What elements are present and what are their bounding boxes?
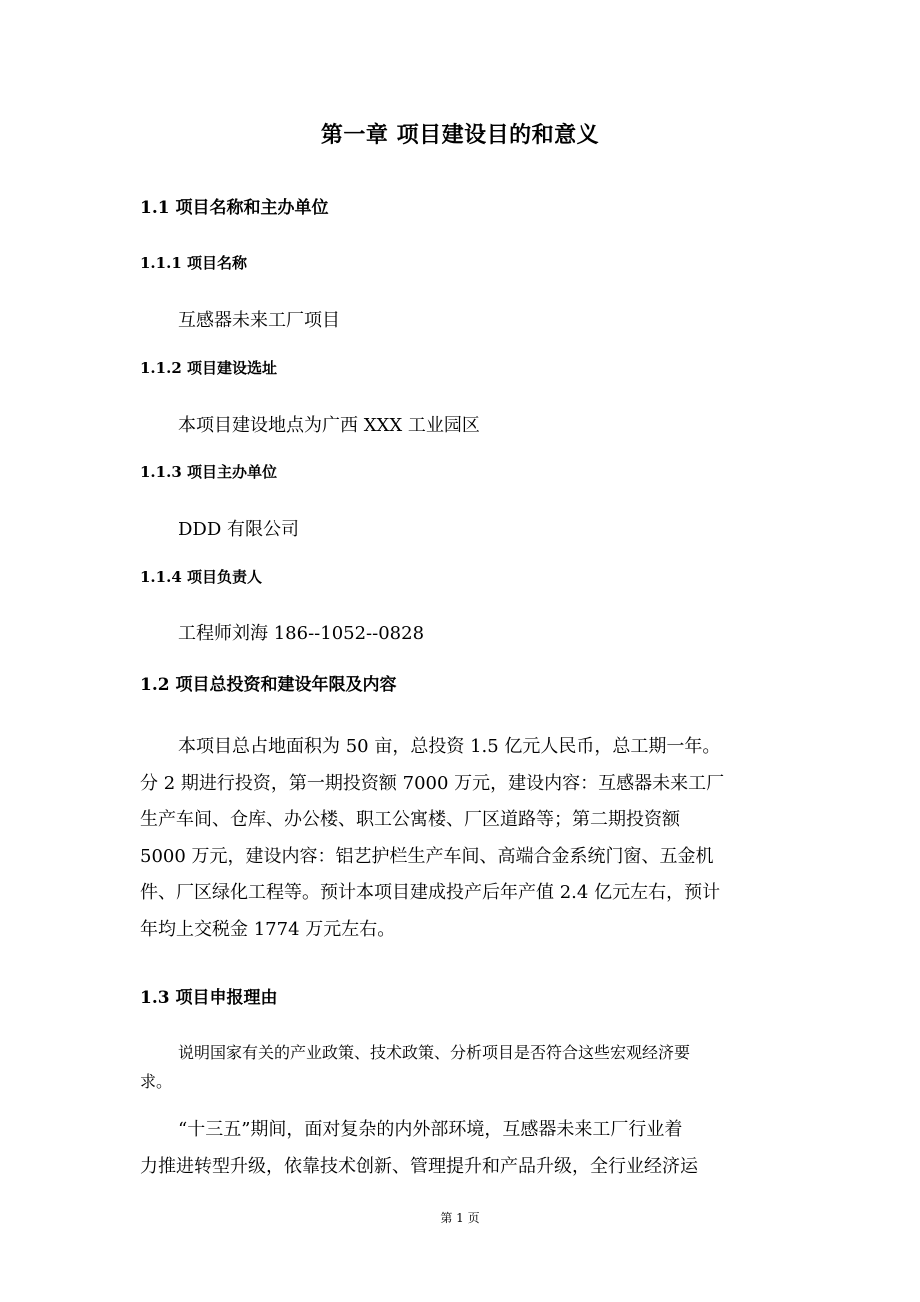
- project-name-text: 互感器未来工厂项目: [178, 310, 340, 331]
- policy-paragraph: [140, 1112, 780, 1185]
- project-location-text: 本项目建设地点为广西 XXX 工业园区: [178, 415, 480, 436]
- paragraph-line: 年均上交税金 1774 万元左右。: [140, 918, 396, 940]
- paragraph-line: 说明国家有关的产业政策、技术政策、分析项目是否符合这些宏观经济要: [178, 1043, 691, 1062]
- paragraph-line: 生产车间、仓库、办公楼、职工公寓楼、厂区道路等；第二期投资额: [140, 809, 680, 830]
- paragraph-line: 5000 万元，建设内容：铝艺护栏生产车间、高端合金系统门窗、五金机: [140, 845, 714, 867]
- section-heading-1-1-2: 1.1.2 项目建设选址: [140, 359, 277, 377]
- section-heading-1-1: 1.1 项目名称和主办单位: [140, 198, 329, 218]
- section-heading-1-2: 1.2 项目总投资和建设年限及内容: [140, 675, 397, 695]
- section-heading-1-3: 1.3 项目申报理由: [140, 988, 278, 1008]
- paragraph-line: “十三五”期间，面对复杂的内外部环境，互感器未来工厂行业着: [178, 1119, 683, 1140]
- investment-paragraph: [140, 729, 780, 948]
- section-heading-1-1-1: 1.1.1 项目名称: [140, 254, 247, 272]
- section-heading-1-1-3: 1.1.3 项目主办单位: [140, 463, 277, 481]
- paragraph-line: 件、厂区绿化工程等。预计本项目建成投产后年产值 2.4 亿元左右，预计: [140, 882, 721, 903]
- chapter-title: 第一章 项目建设目的和意义: [320, 122, 600, 148]
- page-number: 第 1 页: [440, 1211, 480, 1225]
- explanation-paragraph: [140, 1038, 780, 1096]
- paragraph-line: 求。: [140, 1072, 173, 1091]
- paragraph-line: 分 2 期进行投资，第一期投资额 7000 万元，建设内容：互感器未来工厂: [140, 772, 725, 794]
- paragraph-line: 力推进转型升级，依靠技术创新、管理提升和产品升级，全行业经济运: [140, 1155, 698, 1177]
- project-leader-text: 工程师刘海 186--1052--0828: [178, 623, 425, 644]
- paragraph-line: 本项目总占地面积为 50 亩，总投资 1.5 亿元人民币，总工期一年。: [178, 736, 721, 757]
- project-organizer-text: DDD 有限公司: [178, 519, 300, 540]
- section-heading-1-1-4: 1.1.4 项目负责人: [140, 568, 262, 586]
